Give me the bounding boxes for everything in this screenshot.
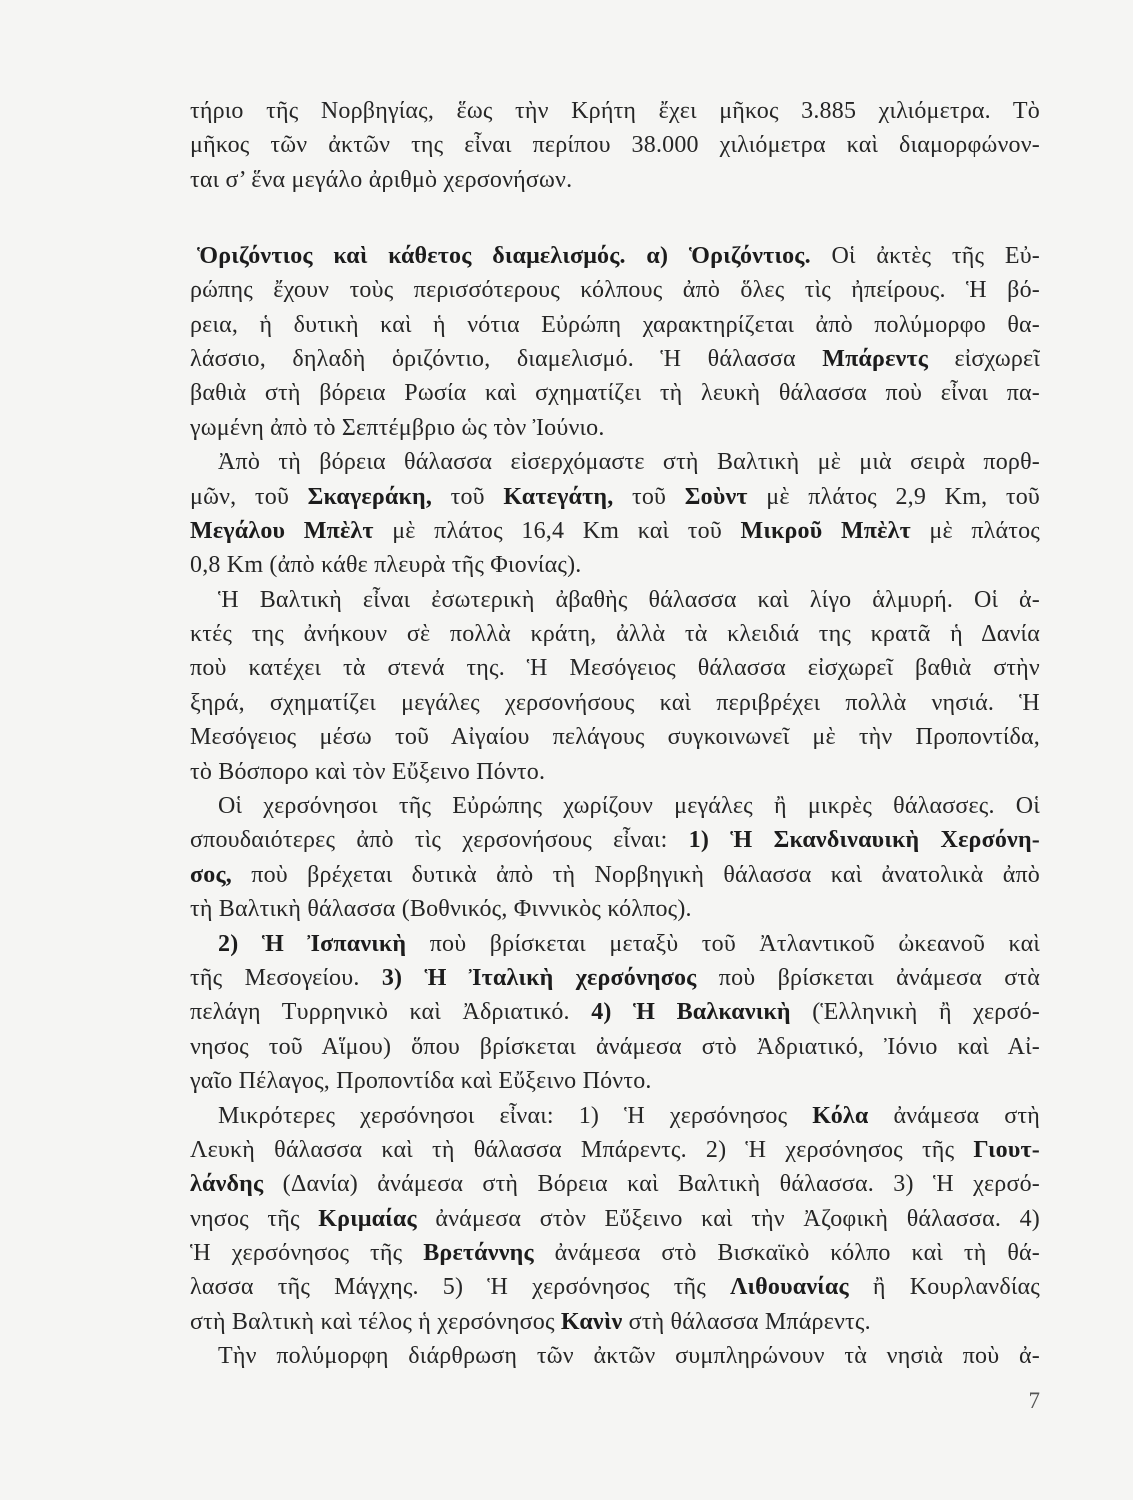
bold-term: Σκαγεράκη, bbox=[307, 483, 433, 510]
text-run: Τὴν πολύμορφη διάρθρωση τῶν ἀκτῶν συμπληρώνουν τὰ νησιὰ ποὺ ἀ- bbox=[218, 1343, 1040, 1370]
text-line bbox=[190, 1133, 1040, 1167]
text-line bbox=[190, 583, 1040, 617]
bold-term: Σοὺντ bbox=[684, 483, 748, 510]
text-run: Μικρότερες χερσόνησοι εἶναι: 1) Ἡ χερσόνησος bbox=[218, 1102, 813, 1129]
bold-term: Κόλα bbox=[812, 1102, 869, 1129]
bold-term: 2) Ἡ Ἰσπανικὴ bbox=[218, 930, 407, 957]
text-line bbox=[190, 548, 1040, 582]
text-run: 0,8 Km (ἀπὸ κάθε πλευρὰ τῆς Φιονίας). bbox=[190, 552, 582, 579]
text-line bbox=[190, 755, 1040, 789]
text-run: ρώπης ἔχουν τοὺς περισσότερους κόλπους ἀπὸ ὅλες τὶς ἠπείρους. Ἡ βό- bbox=[190, 277, 1040, 304]
text-line bbox=[190, 514, 1040, 548]
text-line bbox=[190, 273, 1040, 307]
text-line bbox=[190, 411, 1040, 445]
text-line bbox=[190, 617, 1040, 651]
text-run: (Ἑλληνικὴ ἢ χερσό- bbox=[790, 999, 1040, 1026]
text-run: τῆς Μεσογείου. bbox=[190, 964, 382, 991]
text-line bbox=[190, 720, 1040, 754]
paragraph-southern-peninsulas bbox=[190, 927, 1040, 1099]
bold-term: Γιουτ- bbox=[973, 1136, 1040, 1163]
text-run: (Δανία) ἀνάμεσα στὴ Βόρεια καὶ Βαλτικὴ θάλασσα. 3) Ἡ χερσό- bbox=[263, 1171, 1040, 1198]
text-run: τοῦ bbox=[432, 483, 504, 510]
text-line bbox=[190, 1099, 1040, 1133]
bold-term: 4) Ἡ Βαλκανικὴ bbox=[591, 999, 791, 1026]
text-run: ρεια, ἡ δυτικὴ καὶ ἡ νότια Εὐρώπη χαρακτηρίζεται ἀπὸ πολύμορφο θα- bbox=[190, 311, 1040, 338]
paragraph-minor-peninsulas bbox=[190, 1099, 1040, 1340]
text-run: μῶν, τοῦ bbox=[190, 483, 308, 510]
bold-term: Κανὶν bbox=[560, 1308, 623, 1335]
text-line bbox=[190, 651, 1040, 685]
text-run: ξηρά, σχηματίζει μεγάλες χερσονήσους καὶ περιβρέχει πολλὰ νησιά. Ἡ bbox=[190, 689, 1040, 716]
text-run: νησος τῆς bbox=[190, 1205, 319, 1232]
text-line bbox=[190, 94, 1040, 128]
text-run: στὴ Βαλτικὴ καὶ τέλος ἡ χερσόνησος bbox=[190, 1308, 561, 1335]
text-line bbox=[190, 445, 1040, 479]
bold-term: Κριμαίας bbox=[318, 1205, 417, 1232]
text-line bbox=[190, 995, 1040, 1029]
paragraph-islands bbox=[190, 1339, 1040, 1373]
text-run: κτές της ἀνήκουν σὲ πολλὰ κράτη, ἀλλὰ τὰ κλειδιά της κρατᾶ ἡ Δανία bbox=[190, 621, 1040, 648]
paragraph-baltic-mediterranean bbox=[190, 583, 1040, 789]
text-line bbox=[190, 789, 1040, 823]
paragraph-peninsulas-intro bbox=[190, 789, 1040, 927]
text-run: ἢ Κουρλανδίας bbox=[848, 1274, 1040, 1301]
paragraph-horizontal-indentation bbox=[190, 239, 1040, 445]
text-line bbox=[190, 858, 1040, 892]
text-line bbox=[190, 927, 1040, 961]
text-line bbox=[190, 1270, 1040, 1304]
bold-term: 3) Ἡ Ἰταλικὴ χερσόνησος bbox=[381, 964, 697, 991]
text-line bbox=[190, 1339, 1040, 1373]
text-run: μὲ πλάτος bbox=[910, 517, 1040, 544]
page-number: 7 bbox=[1028, 1388, 1040, 1413]
text-run: τήριο τῆς Νορβηγίας, ἕως τὴν Κρήτη ἔχει μῆκος 3.885 χιλιόμετρα. Τὸ bbox=[190, 98, 1040, 124]
text-run: βαθιὰ στὴ βόρεια Ρωσία καὶ σχηματίζει τὴ λευκὴ θάλασσα ποὺ εἶναι πα- bbox=[190, 380, 1040, 407]
text-line bbox=[190, 823, 1040, 857]
text-run: νησος τοῦ Αἵμου) ὅπου βρίσκεται ἀνάμεσα στὸ Ἀδριατικό, Ἰόνιο καὶ Αἰ- bbox=[190, 1033, 1040, 1060]
text-run: γωμένη ἀπὸ τὸ Σεπτέμβριο ὡς τὸν Ἰούνιο. bbox=[190, 414, 605, 441]
text-run: Ἡ χερσόνησος τῆς bbox=[190, 1240, 424, 1267]
bold-term: 1) Ἡ Σκανδιναυικὴ Χερσόνη- bbox=[688, 827, 1040, 854]
text-run: εἰσχωρεῖ bbox=[928, 345, 1040, 372]
bold-term: λάνδης bbox=[190, 1171, 264, 1198]
text-run: Ἡ Βαλτικὴ εἶναι ἐσωτερικὴ ἀβαθὴς θάλασσα καὶ λίγο ἁλμυρή. Οἱ ἀ- bbox=[218, 586, 1040, 613]
text-run: Οἱ ἀκτὲς τῆς Εὐ- bbox=[810, 242, 1040, 269]
text-run: τοῦ bbox=[613, 483, 685, 510]
text-line bbox=[190, 892, 1040, 926]
text-run: τὴ Βαλτικὴ θάλασσα (Βοθνικός, Φιννικὸς κόλπος). bbox=[190, 896, 692, 923]
text-line bbox=[190, 1064, 1040, 1098]
text-run: ποὺ βρέχεται δυτικὰ ἀπὸ τὴ Νορβηγικὴ θάλασσα καὶ ἀνατολικὰ ἀπὸ bbox=[231, 861, 1040, 888]
bold-term: Κατεγάτη, bbox=[503, 483, 614, 510]
text-run: τὸ Βόσπορο καὶ τὸν Εὔξεινο Πόντο. bbox=[190, 758, 546, 785]
text-run: ἀνάμεσα στὸν Εὔξεινο καὶ τὴν Ἀζοφικὴ θάλασσα. 4) bbox=[416, 1205, 1040, 1232]
text-run: λασσα τῆς Μάγχης. 5) Ἡ χερσόνησος τῆς bbox=[190, 1274, 731, 1301]
text-run: ἀνάμεσα στὴ bbox=[868, 1102, 1040, 1129]
text-run: μῆκος τῶν ἀκτῶν της εἶναι περίπου 38.000 χιλιόμετρα καὶ διαμορφώνον- bbox=[190, 132, 1040, 159]
text-run: στὴ θάλασσα Μπάρεντς. bbox=[622, 1308, 871, 1335]
text-run: Ἀπὸ τὴ βόρεια θάλασσα εἰσερχόμαστε στὴ Βαλτικὴ μὲ μιὰ σειρὰ πορθ- bbox=[218, 449, 1040, 476]
text-run: ποὺ βρίσκεται ἀνάμεσα στὰ bbox=[696, 964, 1040, 991]
bold-term: Ὁριζόντιος καὶ κάθετος διαμελισμός. α) Ὁριζόντιος. bbox=[197, 242, 811, 269]
text-line bbox=[190, 1305, 1040, 1339]
bold-term: Μεγάλου Μπὲλτ bbox=[190, 517, 374, 544]
text-run: μὲ πλάτος 16,4 Km καὶ τοῦ bbox=[373, 517, 741, 544]
text-run: ἀνάμεσα στὸ Βισκαϊκὸ κόλπο καὶ τὴ θά- bbox=[533, 1240, 1040, 1267]
text-line bbox=[190, 1202, 1040, 1236]
text-run: σπουδαιότερες ἀπὸ τὶς χερσονήσους εἶναι: bbox=[190, 827, 689, 854]
text-line bbox=[190, 128, 1040, 162]
text-line bbox=[190, 961, 1040, 995]
text-run: Λευκὴ θάλασσα καὶ τὴ θάλασσα Μπάρεντς. 2) Ἡ χερσόνησος τῆς bbox=[190, 1136, 974, 1163]
text-run: πελάγη Τυρρηνικὸ καὶ Ἀδριατικό. bbox=[190, 999, 592, 1026]
paragraph-norway-coastline bbox=[190, 94, 1040, 197]
bold-term: Βρετάννης bbox=[423, 1240, 534, 1267]
text-run: μὲ πλάτος 2,9 Km, τοῦ bbox=[747, 483, 1040, 510]
text-line bbox=[190, 686, 1040, 720]
text-line bbox=[190, 163, 1040, 197]
text-line bbox=[190, 1236, 1040, 1270]
text-run: Οἱ χερσόνησοι τῆς Εὐρώπης χωρίζουν μεγάλες ἢ μικρὲς θάλασσες. Οἱ bbox=[218, 793, 1040, 820]
text-run: ται σ’ ἕνα μεγάλο ἀριθμὸ χερσονήσων. bbox=[190, 166, 573, 193]
text-run: γαῖο Πέλαγος, Προποντίδα καὶ Εὔξεινο Πόντο. bbox=[190, 1068, 652, 1095]
paragraph-baltic-straits bbox=[190, 445, 1040, 583]
text-run: ποὺ βρίσκεται μεταξὺ τοῦ Ἀτλαντικοῦ ὠκεανοῦ καὶ bbox=[406, 930, 1040, 957]
text-line bbox=[190, 239, 1040, 273]
bold-term: Μικροῦ Μπὲλτ bbox=[740, 517, 911, 544]
text-line bbox=[190, 1167, 1040, 1201]
text-line bbox=[190, 376, 1040, 410]
text-run: λάσσιο, δηλαδὴ ὁριζόντιο, διαμελισμό. Ἡ θάλασσα bbox=[190, 345, 823, 372]
text-line bbox=[190, 480, 1040, 514]
text-line bbox=[190, 308, 1040, 342]
text-run: Μεσόγειος μέσω τοῦ Αἰγαίου πελάγους συγκοινωνεῖ μὲ τὴν Προποντίδα, bbox=[190, 724, 1040, 751]
text-run: ποὺ κατέχει τὰ στενά της. Ἡ Μεσόγειος θάλασσα εἰσχωρεῖ βαθιὰ στὴν bbox=[190, 655, 1040, 682]
bold-term: Λιθουανίας bbox=[730, 1274, 849, 1301]
text-line bbox=[190, 1030, 1040, 1064]
text-line bbox=[190, 342, 1040, 376]
bold-term: Μπάρεντς bbox=[822, 345, 929, 372]
bold-term: σος, bbox=[190, 861, 232, 888]
body-text bbox=[190, 94, 1040, 1374]
